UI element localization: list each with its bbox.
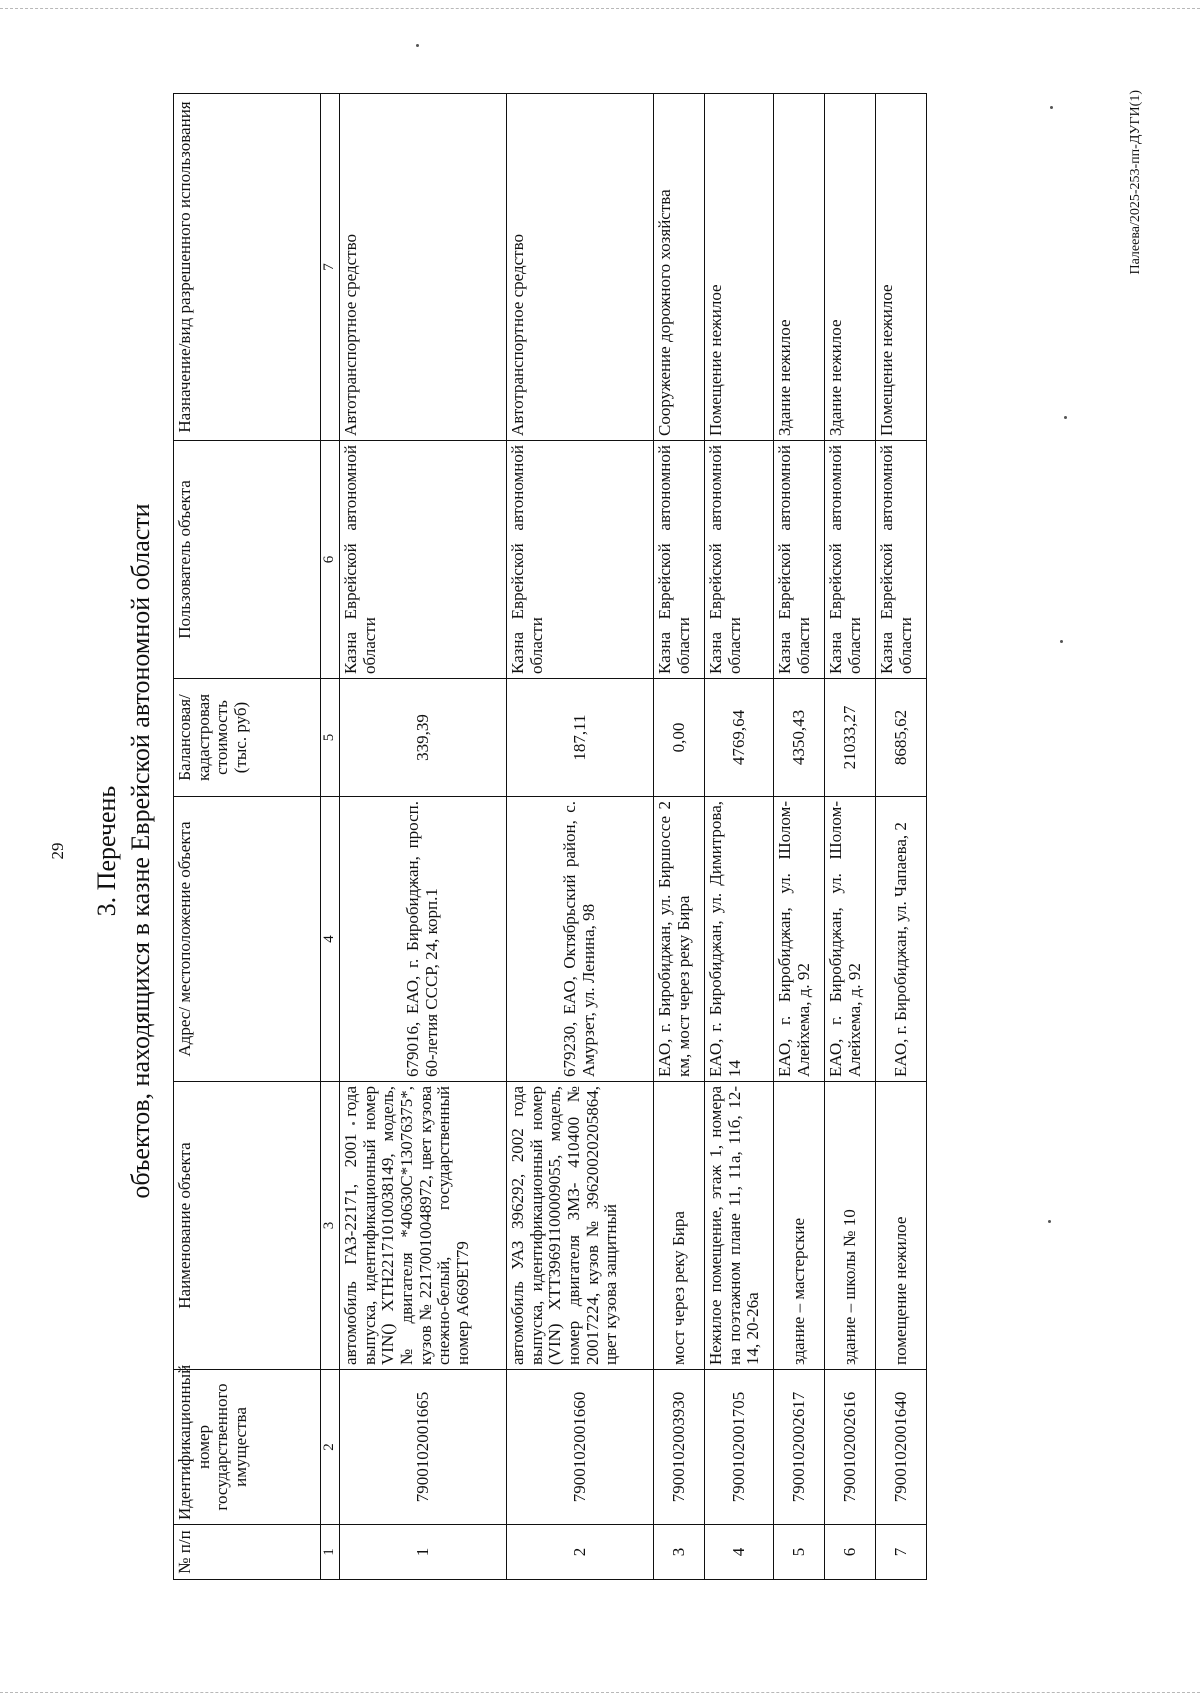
object-user: Казна Еврейской автономной области <box>654 441 705 679</box>
column-number: 7 <box>321 94 340 441</box>
document-subtitle: объектов, находящихся в казне Еврейской автономной области <box>126 503 155 1199</box>
object-name: мост через реку Бира <box>654 1082 705 1370</box>
object-purpose: Здание нежилое <box>825 94 876 441</box>
property-register-table <box>173 93 927 1580</box>
object-cost: 21033,27 <box>825 679 876 797</box>
column-number: 2 <box>321 1370 340 1525</box>
row-number: 2 <box>507 1525 654 1580</box>
table-row <box>340 94 507 1580</box>
id-number: 7900102002616 <box>825 1370 876 1525</box>
id-number: 7900102001660 <box>507 1370 654 1525</box>
header-cell-address: Адрес/ местоположение объекта <box>174 797 321 1082</box>
object-purpose: Сооружение дорожного хозяйства <box>654 94 705 441</box>
object-user: Казна Еврейской автономной области <box>774 441 825 679</box>
page-number: 29 <box>48 842 67 860</box>
object-name: здание – школы № 10 <box>825 1082 876 1370</box>
table-row <box>705 94 774 1580</box>
id-number: 7900102003930 <box>654 1370 705 1525</box>
header-cell-id: Идентификационный номер государственного имущества <box>174 1370 321 1525</box>
object-address: ЕАО, г. Биробиджан, ул. Шолом-Алейхема, д. 92 <box>774 797 825 1082</box>
object-purpose: Помещение нежилое <box>876 94 927 441</box>
header-cell-name: Наименование объекта <box>174 1082 321 1370</box>
object-cost: 187,11 <box>507 679 654 797</box>
table-row <box>876 94 927 1580</box>
table-row <box>507 94 654 1580</box>
object-user: Казна Еврейской автономной области <box>340 441 507 679</box>
id-number: 7900102002617 <box>774 1370 825 1525</box>
object-address: ЕАО, г. Биробиджан, ул. Биршоссе 2 км, мост через реку Бира <box>654 797 705 1082</box>
object-address: 679230, ЕАО, Октябрьский район, с. Амурзет, ул. Ленина, 98 <box>507 797 654 1082</box>
id-number: 7900102001665 <box>340 1370 507 1525</box>
object-purpose: Автотранспортное средство <box>340 94 507 441</box>
object-purpose: Автотранспортное средство <box>507 94 654 441</box>
row-number: 3 <box>654 1525 705 1580</box>
object-name: помещение нежилое <box>876 1082 927 1370</box>
object-user: Казна Еврейской автономной области <box>507 441 654 679</box>
document-title: 3. Перечень <box>92 785 121 917</box>
table-row <box>654 94 705 1580</box>
object-name: Нежилое помещение, этаж 1, номера на поэтажном плане 11, 11а, 11б, 12-14, 20-26а <box>705 1082 774 1370</box>
object-name: здание – мастерские <box>774 1082 825 1370</box>
row-number: 4 <box>705 1525 774 1580</box>
object-cost: 8685,62 <box>876 679 927 797</box>
document-reference-code: Палеева/2025-253-пп-ДУГИ(1) <box>1128 90 1143 275</box>
object-cost: 4769,64 <box>705 679 774 797</box>
column-number: 5 <box>321 679 340 797</box>
table-row <box>774 94 825 1580</box>
header-cell-cost: Балансовая/кадастровая стоимость (тыс. руб) <box>174 679 321 797</box>
id-number: 7900102001640 <box>876 1370 927 1525</box>
object-purpose: Помещение нежилое <box>705 94 774 441</box>
object-user: Казна Еврейской автономной области <box>825 441 876 679</box>
header-cell-user: Пользователь объекта <box>174 441 321 679</box>
object-cost: 339,39 <box>340 679 507 797</box>
object-cost: 4350,43 <box>774 679 825 797</box>
header-cell-number: № п/п <box>174 1525 321 1580</box>
row-number: 7 <box>876 1525 927 1580</box>
column-number-row <box>321 94 340 1580</box>
object-user: Казна Еврейской автономной области <box>705 441 774 679</box>
object-cost: 0,00 <box>654 679 705 797</box>
object-address: 679016, ЕАО, г. Биробиджан, просп. 60-летия СССР, 24, корп.1 <box>340 797 507 1082</box>
row-number: 6 <box>825 1525 876 1580</box>
object-user: Казна Еврейской автономной области <box>876 441 927 679</box>
header-cell-purpose: Назначение/вид разрешенного использования <box>174 94 321 441</box>
object-address: ЕАО, г. Биробиджан, ул. Чапаева, 2 <box>876 797 927 1082</box>
object-name: автомобиль УАЗ 396292, 2002 года выпуска, идентификационный номер (VIN) XTT39691100009055, модель, номер двигателя ЗМЗ- 410400 № 20017224, кузов № 39620020205864, цвет кузова защитный <box>507 1082 654 1370</box>
object-address: ЕАО, г. Биробиджан, ул. Шолом-Алейхема, д. 92 <box>825 797 876 1082</box>
column-number: 6 <box>321 441 340 679</box>
column-number: 4 <box>321 797 340 1082</box>
id-number: 7900102001705 <box>705 1370 774 1525</box>
table-row <box>825 94 876 1580</box>
column-number: 3 <box>321 1082 340 1370</box>
column-number: 1 <box>321 1525 340 1580</box>
object-address: ЕАО, г. Биробиджан, ул. Димитрова, 14 <box>705 797 774 1082</box>
table-header-row <box>174 94 321 1580</box>
object-purpose: Здание нежилое <box>774 94 825 441</box>
row-number: 5 <box>774 1525 825 1580</box>
row-number: 1 <box>340 1525 507 1580</box>
object-name: автомобиль ГАЗ-22171, 2001 года выпуска, идентификационный номер VIN() XTH22171010038149, модель, № двигателя *40630C*13076375*, кузов № 22170010048972, цвет кузова снежно-белый, государственный номер А669ЕТ79 <box>340 1082 507 1370</box>
